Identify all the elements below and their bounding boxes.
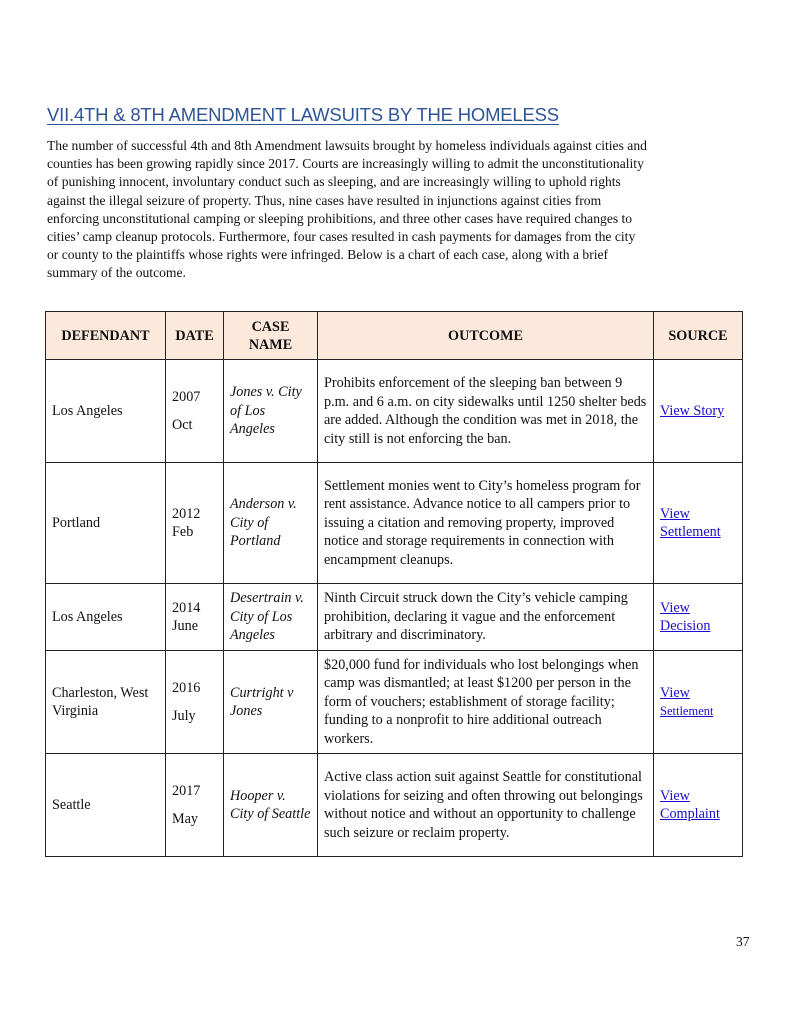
case-name-cell: Desertrain v. City of Los Angeles [224, 584, 318, 651]
view-complaint-link[interactable]: View Complaint [660, 787, 720, 822]
case-name-cell: Jones v. City of Los Angeles [224, 360, 318, 463]
outcome-cell: Ninth Circuit struck down the City’s vehicle camping prohibition, declaring it vague and the enforcement arbitrary and discriminatory. [318, 584, 654, 651]
view-settlement-link[interactable] [660, 685, 713, 720]
year: 2014 [172, 599, 201, 616]
case-name-cell: Anderson v. City of Portland [224, 463, 318, 584]
date-cell [166, 754, 224, 857]
link-line1: View [660, 684, 690, 701]
source-cell [654, 754, 743, 857]
header-source: SOURCE [654, 312, 743, 360]
year: 2016 [172, 679, 201, 696]
month: Feb [172, 524, 194, 540]
table-row [46, 360, 743, 463]
month: Oct [172, 417, 193, 433]
header-case-line2: NAME [248, 336, 293, 353]
defendant-cell: Seattle [46, 754, 166, 857]
month: June [172, 618, 199, 634]
header-outcome: OUTCOME [318, 312, 654, 360]
month: May [172, 811, 199, 827]
source-cell [654, 463, 743, 584]
outcome-cell: Settlement monies went to City’s homeless program for rent assistance. Advance notice to all campers prior to issuing a citation and removing property, improved notice and storage requirements in connection with encampment cleanups. [318, 463, 654, 584]
date-cell [166, 584, 224, 651]
year: 2017 [172, 782, 201, 799]
lawsuits-table [45, 311, 743, 857]
table-row [46, 754, 743, 857]
date-cell [166, 463, 224, 584]
defendant-cell: Charleston, West Virginia [46, 651, 166, 754]
source-cell [654, 651, 743, 754]
table-row [46, 463, 743, 584]
view-decision-link[interactable]: View Decision [660, 599, 711, 634]
year: 2007 [172, 388, 201, 405]
date-cell [166, 360, 224, 463]
header-defendant: DEFENDANT [46, 312, 166, 360]
table-header-row [46, 312, 743, 360]
header-case-line1: CASE [251, 318, 290, 335]
intro-paragraph: The number of successful 4th and 8th Amendment lawsuits brought by homeless individuals against cities and counties has been growing rapidly since 2017. Courts are increasingly willing to admit the unconstitutionality of punishing innocent, involuntary conduct such as sleeping, and are increasingly willing to uphold rights against the illegal seizure of property. Thus, nine cases have resulted in injunctions against cities from enforcing unconstitutional camping or sleeping prohibitions, and three other cases have required changes to cities’ camp cleanup protocols. Furthermore, four cases resulted in cash payments for damages from the city or county to the plaintiffs whose rights were infringed. Below is a chart of each case, along with a brief summary of the outcome. [47, 138, 647, 281]
outcome-cell: $20,000 fund for individuals who lost belongings when camp was dismantled; at least $1200 per person in the form of vouchers; establishment of storage facility; funding to a nonprofit to hire additional outreach workers. [318, 651, 654, 754]
table-row [46, 651, 743, 754]
page-number: 37 [736, 934, 750, 949]
defendant-cell: Portland [46, 463, 166, 584]
defendant-cell: Los Angeles [46, 584, 166, 651]
table-row [46, 584, 743, 651]
outcome-cell: Prohibits enforcement of the sleeping ban between 9 p.m. and 6 a.m. on city sidewalks until 1250 shelter beds are added. Although the condition was met in 2018, the city still is not enforcing the ban. [318, 360, 654, 463]
link-line2: Settlement [660, 704, 714, 718]
date-cell [166, 651, 224, 754]
section-heading: VII.4TH & 8TH AMENDMENT LAWSUITS BY THE HOMELESS [47, 104, 559, 125]
year: 2012 [172, 505, 201, 522]
outcome-cell: Active class action suit against Seattle for constitutional violations for seizing and often throwing out belongings without notice and without an opportunity to challenge such seizure or reclaim property. [318, 754, 654, 857]
header-case-name [224, 312, 318, 360]
month: July [172, 708, 196, 724]
header-date: DATE [166, 312, 224, 360]
defendant-cell: Los Angeles [46, 360, 166, 463]
case-name-cell: Hooper v. City of Seattle [224, 754, 318, 857]
case-name-cell: Curtright v Jones [224, 651, 318, 754]
source-cell [654, 360, 743, 463]
source-cell [654, 584, 743, 651]
view-settlement-link[interactable]: View Settlement [660, 505, 721, 540]
view-story-link[interactable]: View Story [660, 402, 725, 419]
